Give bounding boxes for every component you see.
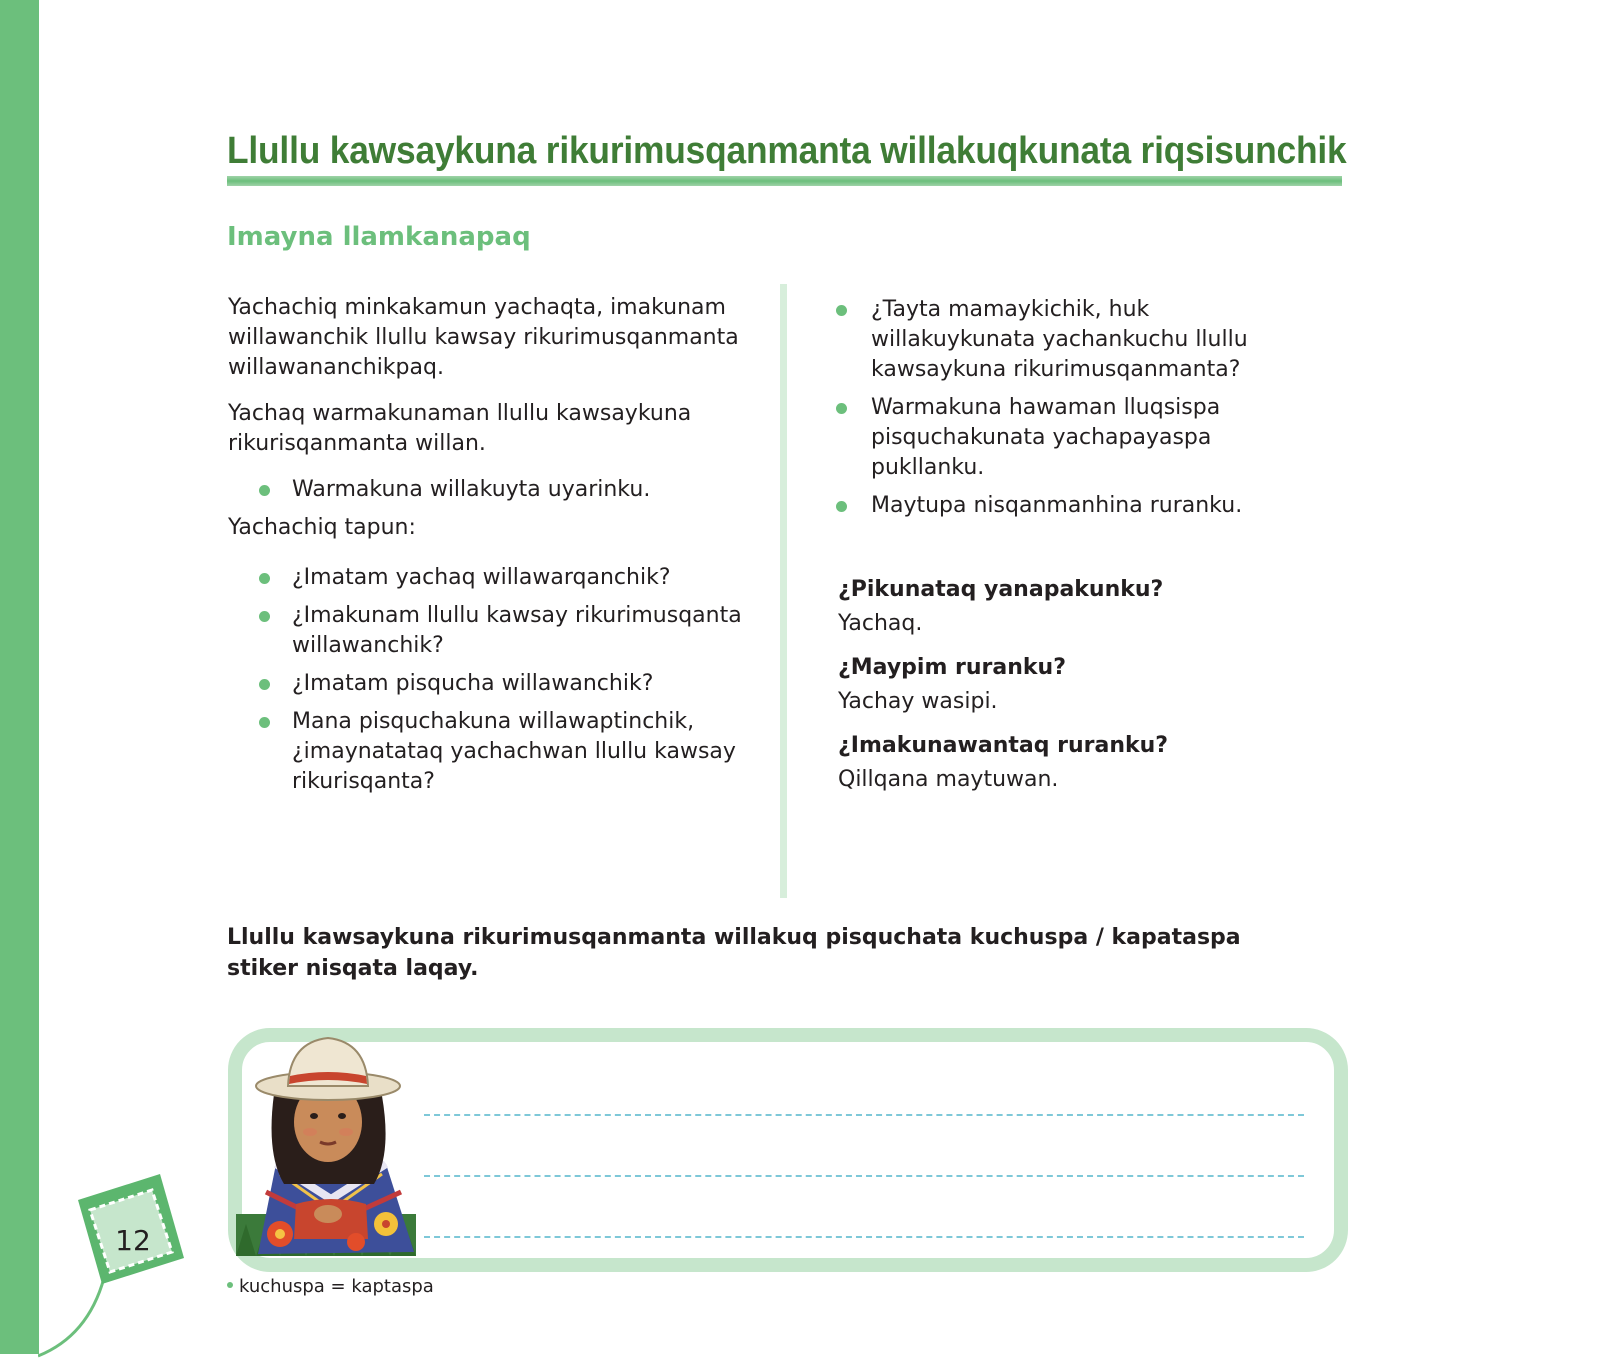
left-color-band bbox=[0, 0, 39, 1354]
footnote: kuchuspa = kaptaspa bbox=[227, 1276, 434, 1297]
paragraph: Yachachiq minkakamun yachaqta, imakunam willawanchik llullu kawsay rikurimusqanmanta willawananchikpaq. bbox=[228, 295, 739, 380]
kite-page-badge-icon bbox=[38, 1160, 228, 1360]
qa-answer: Yachaq. bbox=[838, 611, 923, 636]
bullet-list bbox=[228, 475, 748, 505]
list-item: Warmakuna hawaman lluqsispa pisquchakunata yachapayaspa pukllanku. bbox=[805, 393, 1298, 483]
left-column bbox=[228, 293, 748, 797]
bullet-icon bbox=[836, 403, 847, 414]
right-column bbox=[838, 295, 1298, 795]
section-heading: Imayna llamkanapaq bbox=[227, 222, 531, 252]
bullet-icon bbox=[259, 717, 270, 728]
question-list bbox=[228, 563, 748, 797]
list-item: ¿Imakunam llullu kawsay rikurimusqanta willawanchik? bbox=[228, 601, 748, 661]
column-divider bbox=[780, 284, 787, 898]
bullet-icon bbox=[259, 611, 270, 622]
list-item: Maytupa nisqanmanhina ruranku. bbox=[805, 491, 1298, 521]
page-number: 12 bbox=[115, 1224, 151, 1257]
list-item: Mana pisquchakuna willawaptinchik, ¿imaynatataq yachachwan llullu kawsay rikurisqanta? bbox=[228, 707, 748, 797]
teacher-asks-label: Yachachiq tapun: bbox=[228, 515, 416, 540]
instruction-text: Llullu kawsaykuna rikurimusqanmanta willakuq pisquchata kuchuspa / kapataspa stiker nisqata laqay. bbox=[227, 925, 1241, 981]
qa-block bbox=[838, 575, 1298, 795]
qa-question: ¿Pikunataq yanapakunku? bbox=[838, 577, 1164, 602]
bullet-icon bbox=[259, 679, 270, 690]
qa-question: ¿Imakunawantaq ruranku? bbox=[838, 733, 1169, 758]
list-item: Warmakuna willakuyta uyarinku. bbox=[228, 475, 748, 505]
list-item: ¿Tayta mamaykichik, huk willakuykunata yachankuchu llullu kawsaykuna rikurimusqanmanta? bbox=[805, 295, 1298, 385]
list-item: ¿Imatam yachaq willawarqanchik? bbox=[228, 563, 748, 593]
bullet-icon bbox=[836, 501, 847, 512]
bullet-list bbox=[838, 295, 1298, 521]
qa-question: ¿Maypim ruranku? bbox=[838, 655, 1066, 680]
writing-line-3[interactable] bbox=[424, 1236, 1304, 1238]
paragraph: Yachaq warmakunaman llullu kawsaykuna rikurisqanmanta willan. bbox=[228, 401, 692, 456]
andean-girl-illustration bbox=[236, 1024, 426, 1256]
page-title: Llullu kawsaykuna rikurimusqanmanta willakuqkunata riqsisunchik bbox=[227, 130, 1347, 172]
title-underline bbox=[227, 176, 1342, 186]
bullet-icon bbox=[836, 305, 847, 316]
qa-answer: Yachay wasipi. bbox=[838, 689, 998, 714]
list-item: ¿Imatam pisqucha willawanchik? bbox=[228, 669, 748, 699]
qa-answer: Qillqana maytuwan. bbox=[838, 767, 1059, 792]
writing-line-2[interactable] bbox=[424, 1175, 1304, 1177]
writing-line-1[interactable] bbox=[424, 1114, 1304, 1116]
bullet-icon bbox=[259, 485, 270, 496]
bullet-icon bbox=[259, 573, 270, 584]
